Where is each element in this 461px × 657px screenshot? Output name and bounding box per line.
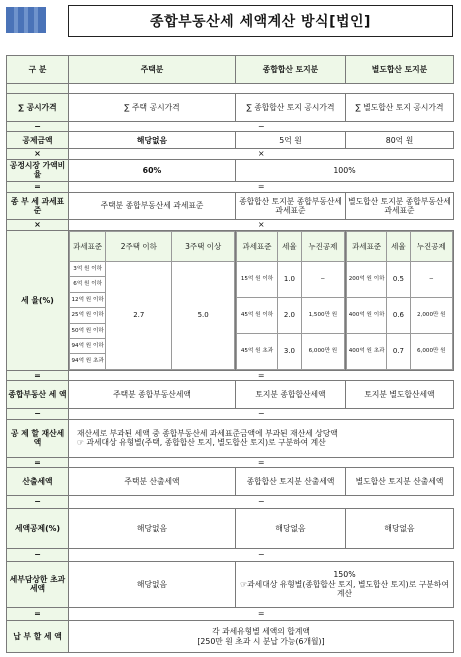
operator-symbol: − [257, 496, 265, 506]
operator-symbol: − [257, 121, 265, 131]
label-tax-credit: 세액공제(%) [7, 508, 69, 548]
separate-rate-header-base: 과세표준 [347, 231, 387, 261]
operator-row [7, 409, 454, 420]
combined-rate: 3.0 [278, 333, 302, 369]
header-separate-land: 별도합산 토지분 [346, 56, 454, 84]
combined-bracket: 45억 원 초과 [237, 333, 278, 369]
land-fair-market-ratio: 100% [236, 159, 454, 181]
land-tax-cap-excess [236, 561, 454, 608]
housing-tax-cap-excess: 해당없음 [69, 561, 236, 608]
operator-row [7, 370, 454, 381]
property-tax-deduction-line: 재산세로 부과된 세액 중 종합부동산세 과세표준금액에 부과된 재산세 상당액 [77, 428, 338, 438]
housing-bracket: 94억 원 이하 [70, 338, 106, 353]
housing-public-price: ∑ 주택 공시가격 [69, 94, 236, 122]
separate-bracket: 200억 원 이하 [347, 261, 387, 297]
separate-land-calculated-tax: 별도합산 토지분 산출세액 [346, 468, 454, 496]
separate-bracket: 400억 원 이하 [347, 297, 387, 333]
combined-rate-header-deduction: 누진공제 [301, 231, 344, 261]
housing-tax-credit: 해당없음 [69, 508, 236, 548]
row-property-tax-deduction [7, 419, 454, 457]
combined-progressive-deduction: 6,000만 원 [301, 333, 344, 369]
combined-land-tax-credit: 해당없음 [236, 508, 346, 548]
separate-progressive-deduction: 6,000만 원 [410, 333, 452, 369]
row-payable-tax [7, 621, 454, 653]
housing-comprehensive-tax: 주택분 종합부동산세액 [69, 381, 236, 409]
combined-rate-header-base: 과세표준 [237, 231, 278, 261]
operator-symbol: = [257, 370, 265, 380]
operator-label: × [7, 220, 69, 231]
row-deduction [7, 132, 454, 149]
operator-row [7, 149, 454, 160]
housing-bracket: 50억 원 이하 [70, 323, 106, 338]
operator-symbol: = [257, 609, 265, 619]
combined-rate: 2.0 [278, 297, 302, 333]
combined-rate: 1.0 [278, 261, 302, 297]
separate-rate-header-deduction: 누진공제 [410, 231, 452, 261]
housing-fair-market-ratio: 60% [69, 159, 236, 181]
housing-calculated-tax: 주택분 산출세액 [69, 468, 236, 496]
operator-label: × [7, 149, 69, 160]
separate-land-rate-table [346, 231, 453, 370]
combined-land-rate-table-cell [236, 230, 346, 370]
separate-rate: 0.6 [387, 297, 410, 333]
row-tax-credit [7, 508, 454, 548]
separate-rate: 0.7 [387, 333, 410, 369]
header-combined-land: 종합합산 토지분 [236, 56, 346, 84]
housing-rate-header-three: 3주택 이상 [172, 231, 235, 261]
row-tax-rate [7, 230, 454, 370]
combined-bracket: 45억 원 이하 [237, 297, 278, 333]
combined-rate-header-rate: 세율 [278, 231, 302, 261]
separate-progressive-deduction: 2,000만 원 [410, 297, 452, 333]
separate-land-public-price: ∑ 별도합산 토지 공시가격 [346, 94, 454, 122]
operator-row [7, 457, 454, 468]
page-title: 종합부동산세 세액계산 방식[법인] [68, 5, 453, 37]
operator-symbol: − [257, 408, 265, 418]
label-property-tax-deduction: 공 제 할 재산세액 [7, 419, 69, 457]
land-tax-cap-rate: 150% [333, 570, 356, 580]
payable-tax-note [69, 621, 454, 653]
label-comprehensive-tax: 종합부동산 세 액 [7, 381, 69, 409]
combined-land-deduction: 5억 원 [236, 132, 346, 149]
housing-bracket: 6억 원 이하 [70, 277, 106, 292]
header-housing: 주택분 [69, 56, 236, 84]
operator-row [7, 548, 454, 561]
label-calculated-tax: 산출세액 [7, 468, 69, 496]
logo [6, 7, 46, 33]
separate-rate: 0.5 [387, 261, 410, 297]
property-tax-deduction-note [69, 419, 454, 457]
housing-bracket: 94억 원 초과 [70, 354, 106, 369]
operator-label: = [7, 370, 69, 381]
combined-land-rate-table [236, 231, 345, 370]
operator-row [7, 608, 454, 621]
separate-land-rate-table-cell [346, 230, 454, 370]
combined-land-calculated-tax: 종합합산 토지분 산출세액 [236, 468, 346, 496]
housing-rate-two-or-less: 2.7 [106, 261, 172, 369]
label-tax-base: 종 부 세 과세표준 [7, 192, 69, 220]
label-deduction: 공제금액 [7, 132, 69, 149]
row-comprehensive-tax [7, 381, 454, 409]
housing-tax-base: 주택분 종합부동산세 과세표준 [69, 192, 236, 220]
operator-row [7, 220, 454, 231]
separate-progressive-deduction: − [410, 261, 452, 297]
land-tax-cap-note: ☞과세대상 유형별(종합합산 토지, 별도합산 토지)로 구분하여 계산 [240, 579, 449, 599]
operator-symbol: = [257, 181, 265, 191]
housing-bracket: 12억 원 이하 [70, 292, 106, 307]
housing-deduction: 해당없음 [69, 132, 236, 149]
row-public-price [7, 94, 454, 122]
operator-label: − [7, 548, 69, 561]
housing-bracket: 25억 원 이하 [70, 308, 106, 323]
payable-tax-installment-note: [250만 원 초과 시 분납 가능(6개월)] [197, 636, 325, 646]
operator-row [7, 182, 454, 193]
housing-bracket: 3억 원 이하 [70, 261, 106, 276]
header-category: 구 분 [7, 56, 69, 84]
tax-calculation-table [6, 55, 454, 653]
operator-label: = [7, 457, 69, 468]
housing-rate-header-base: 과세표준 [70, 231, 106, 261]
operator-symbol: × [257, 149, 265, 159]
row-fair-market-ratio [7, 159, 454, 181]
combined-land-tax-base: 종합합산 토지분 종합부동산세 과세표준 [236, 192, 346, 220]
operator-symbol: − [257, 549, 265, 559]
operator-label: − [7, 121, 69, 132]
operator-symbol: = [257, 457, 265, 467]
operator-symbol: × [257, 220, 265, 230]
housing-rate-header-two: 2주택 이하 [106, 231, 172, 261]
label-fair-market-ratio: 공정시장 가액비율 [7, 159, 69, 181]
operator-label: = [7, 182, 69, 193]
separate-land-deduction: 80억 원 [346, 132, 454, 149]
housing-rate-table [69, 231, 235, 370]
housing-rate-table-cell [69, 230, 236, 370]
property-tax-deduction-note-line: ☞ 과세대상 유형별(주택, 종합합산 토지, 별도합산 토지)로 구분하여 계산 [77, 438, 326, 448]
operator-label: − [7, 409, 69, 420]
label-tax-rate: 세 율(%) [7, 230, 69, 370]
operator-row [7, 121, 454, 132]
separate-rate-header-rate: 세율 [387, 231, 410, 261]
separate-land-comprehensive-tax: 토지분 별도합산세액 [346, 381, 454, 409]
label-tax-cap-excess: 세부담상한 초과세액 [7, 561, 69, 608]
combined-land-comprehensive-tax: 토지분 종합합산세액 [236, 381, 346, 409]
separate-bracket: 400억 원 초과 [347, 333, 387, 369]
payable-tax-line: 각 과세유형별 세액의 합계액 [212, 627, 310, 637]
separate-land-tax-base: 별도합산 토지분 종합부동산세 과세표준 [346, 192, 454, 220]
row-tax-base [7, 192, 454, 220]
label-public-price: ∑ 공시가격 [7, 94, 69, 122]
row-calculated-tax [7, 468, 454, 496]
label-payable-tax: 납 부 할 세 액 [7, 621, 69, 653]
row-tax-cap-excess [7, 561, 454, 608]
combined-progressive-deduction: − [301, 261, 344, 297]
combined-land-public-price: ∑ 종합합산 토지 공시가격 [236, 94, 346, 122]
combined-progressive-deduction: 1,500만 원 [301, 297, 344, 333]
header-row [7, 56, 454, 84]
operator-label: = [7, 608, 69, 621]
operator-label: − [7, 495, 69, 508]
separate-land-tax-credit: 해당없음 [346, 508, 454, 548]
combined-bracket: 15억 원 이하 [237, 261, 278, 297]
operator-row [7, 495, 454, 508]
housing-rate-three-or-more: 5.0 [172, 261, 235, 369]
